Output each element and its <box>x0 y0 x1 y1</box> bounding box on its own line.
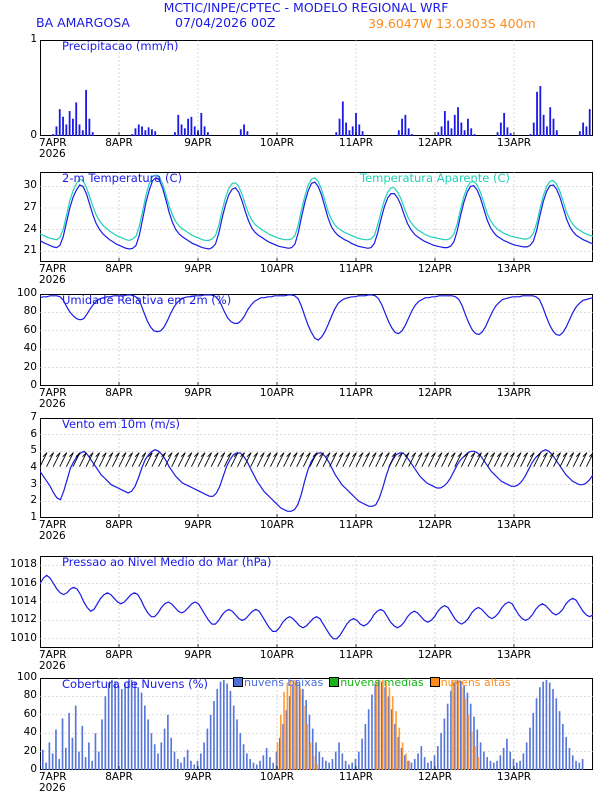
y-tick-label: 1 <box>3 35 37 43</box>
cloud-legend <box>233 676 517 689</box>
x-tick-label: 13APR <box>497 771 531 783</box>
x-tick-label: 11APR <box>339 387 373 399</box>
series-canvas-pressure <box>40 556 593 648</box>
legend-swatch <box>329 677 339 687</box>
panel-precip <box>40 40 593 136</box>
panel-title-apparent-temp: Temperatura Aparente (C) <box>360 171 510 185</box>
y-tick-label: 7 <box>3 413 37 421</box>
x-tick-label: 12APR <box>418 137 452 149</box>
y-tick-label: 20 <box>3 363 37 371</box>
panel-title-rh: Umidade Relativa em 2m (%) <box>62 293 231 307</box>
y-tick-label: 1016 <box>3 579 37 587</box>
panel-clouds <box>40 678 593 770</box>
legend-label: nuvens altas <box>441 676 511 689</box>
panel-rh <box>40 294 593 386</box>
x-tick-label: 9APR <box>184 263 212 275</box>
y-tick-label: 1 <box>3 513 37 521</box>
y-tick-label: 60 <box>3 326 37 334</box>
y-tick-label: 80 <box>3 691 37 699</box>
y-tick-label: 100 <box>3 673 37 681</box>
panel-wind <box>40 418 593 518</box>
y-tick-label: 40 <box>3 344 37 352</box>
panel-title-pressure: Pressao ao Nivel Medio do Mar (hPa) <box>62 555 272 569</box>
x-tick-label: 10APR <box>260 137 294 149</box>
y-tick-label: 100 <box>3 289 37 297</box>
panel-title-precip: Precipitacao (mm/h) <box>62 39 178 53</box>
series-canvas-rh <box>40 294 593 386</box>
x-axis-year: 2026 <box>39 398 66 410</box>
x-tick-label: 12APR <box>418 263 452 275</box>
panel-pressure <box>40 556 593 648</box>
x-tick-label: 10APR <box>260 771 294 783</box>
x-tick-label: 8APR <box>105 771 133 783</box>
x-tick-label: 9APR <box>184 519 212 531</box>
y-tick-label: 21 <box>3 246 37 254</box>
y-tick-label: 24 <box>3 225 37 233</box>
y-tick-label: 2 <box>3 496 37 504</box>
x-tick-label: 7APR <box>39 387 67 399</box>
x-tick-label: 12APR <box>418 771 452 783</box>
y-tick-label: 5 <box>3 446 37 454</box>
series-canvas-wind <box>40 418 593 518</box>
x-tick-label: 8APR <box>105 263 133 275</box>
y-tick-label: 30 <box>3 181 37 189</box>
series-canvas-temp <box>40 172 593 262</box>
y-tick-label: 40 <box>3 728 37 736</box>
x-tick-label: 12APR <box>418 519 452 531</box>
x-tick-label: 7APR <box>39 771 67 783</box>
x-tick-label: 9APR <box>184 771 212 783</box>
y-tick-label: 3 <box>3 480 37 488</box>
y-tick-label: 4 <box>3 463 37 471</box>
y-tick-label: 1014 <box>3 597 37 605</box>
y-tick-label: 27 <box>3 203 37 211</box>
legend-swatch <box>430 677 440 687</box>
run-time: 07/04/2026 00Z <box>175 15 276 30</box>
x-tick-label: 9APR <box>184 649 212 661</box>
x-axis-year: 2026 <box>39 530 66 542</box>
y-tick-label: 0 <box>3 131 37 139</box>
x-tick-label: 11APR <box>339 263 373 275</box>
x-tick-label: 13APR <box>497 137 531 149</box>
x-tick-label: 10APR <box>260 387 294 399</box>
panel-title-wind: Vento em 10m (m/s) <box>62 417 180 431</box>
y-tick-label: 0 <box>3 765 37 773</box>
x-axis-year: 2026 <box>39 148 66 160</box>
y-tick-label: 1010 <box>3 634 37 642</box>
x-tick-label: 10APR <box>260 649 294 661</box>
x-tick-label: 8APR <box>105 387 133 399</box>
x-tick-label: 13APR <box>497 649 531 661</box>
station-coordinates: 39.6047W 13.0303S 400m <box>368 16 536 31</box>
legend-label: nuvens medias <box>340 676 423 689</box>
y-tick-label: 1012 <box>3 615 37 623</box>
y-tick-label: 60 <box>3 710 37 718</box>
x-tick-label: 11APR <box>339 137 373 149</box>
x-tick-label: 13APR <box>497 519 531 531</box>
x-tick-label: 10APR <box>260 263 294 275</box>
x-tick-label: 7APR <box>39 137 67 149</box>
x-axis-year: 2026 <box>39 274 66 286</box>
x-axis-year: 2026 <box>39 660 66 672</box>
x-tick-label: 12APR <box>418 649 452 661</box>
x-tick-label: 11APR <box>339 771 373 783</box>
y-tick-label: 20 <box>3 747 37 755</box>
x-tick-label: 11APR <box>339 519 373 531</box>
x-tick-label: 11APR <box>339 649 373 661</box>
panel-title-temp: 2-m Temperatura (C) <box>62 171 182 185</box>
x-tick-label: 8APR <box>105 649 133 661</box>
chart-header <box>0 0 612 15</box>
legend-entry <box>233 676 323 689</box>
panel-title-clouds: Cobertura de Nuvens (%) <box>62 677 208 691</box>
x-tick-label: 7APR <box>39 649 67 661</box>
station-name: BA AMARGOSA <box>36 15 130 30</box>
panel-temp <box>40 172 593 262</box>
x-tick-label: 9APR <box>184 137 212 149</box>
x-tick-label: 12APR <box>418 387 452 399</box>
y-tick-label: 0 <box>3 381 37 389</box>
series-canvas-precip <box>40 40 593 136</box>
x-tick-label: 8APR <box>105 137 133 149</box>
x-tick-label: 7APR <box>39 263 67 275</box>
x-axis-year: 2026 <box>39 782 66 794</box>
x-tick-label: 13APR <box>497 387 531 399</box>
x-tick-label: 10APR <box>260 519 294 531</box>
x-tick-label: 13APR <box>497 263 531 275</box>
x-tick-label: 8APR <box>105 519 133 531</box>
y-tick-label: 1018 <box>3 560 37 568</box>
series-canvas-clouds <box>40 678 593 770</box>
y-tick-label: 6 <box>3 430 37 438</box>
y-tick-label: 80 <box>3 307 37 315</box>
x-tick-label: 7APR <box>39 519 67 531</box>
model-title: MCTIC/INPE/CPTEC - MODELO REGIONAL WRF <box>0 0 612 15</box>
legend-swatch <box>233 677 243 687</box>
legend-entry <box>329 676 423 689</box>
legend-label: nuvens baixas <box>244 676 323 689</box>
x-tick-label: 9APR <box>184 387 212 399</box>
legend-entry <box>430 676 511 689</box>
